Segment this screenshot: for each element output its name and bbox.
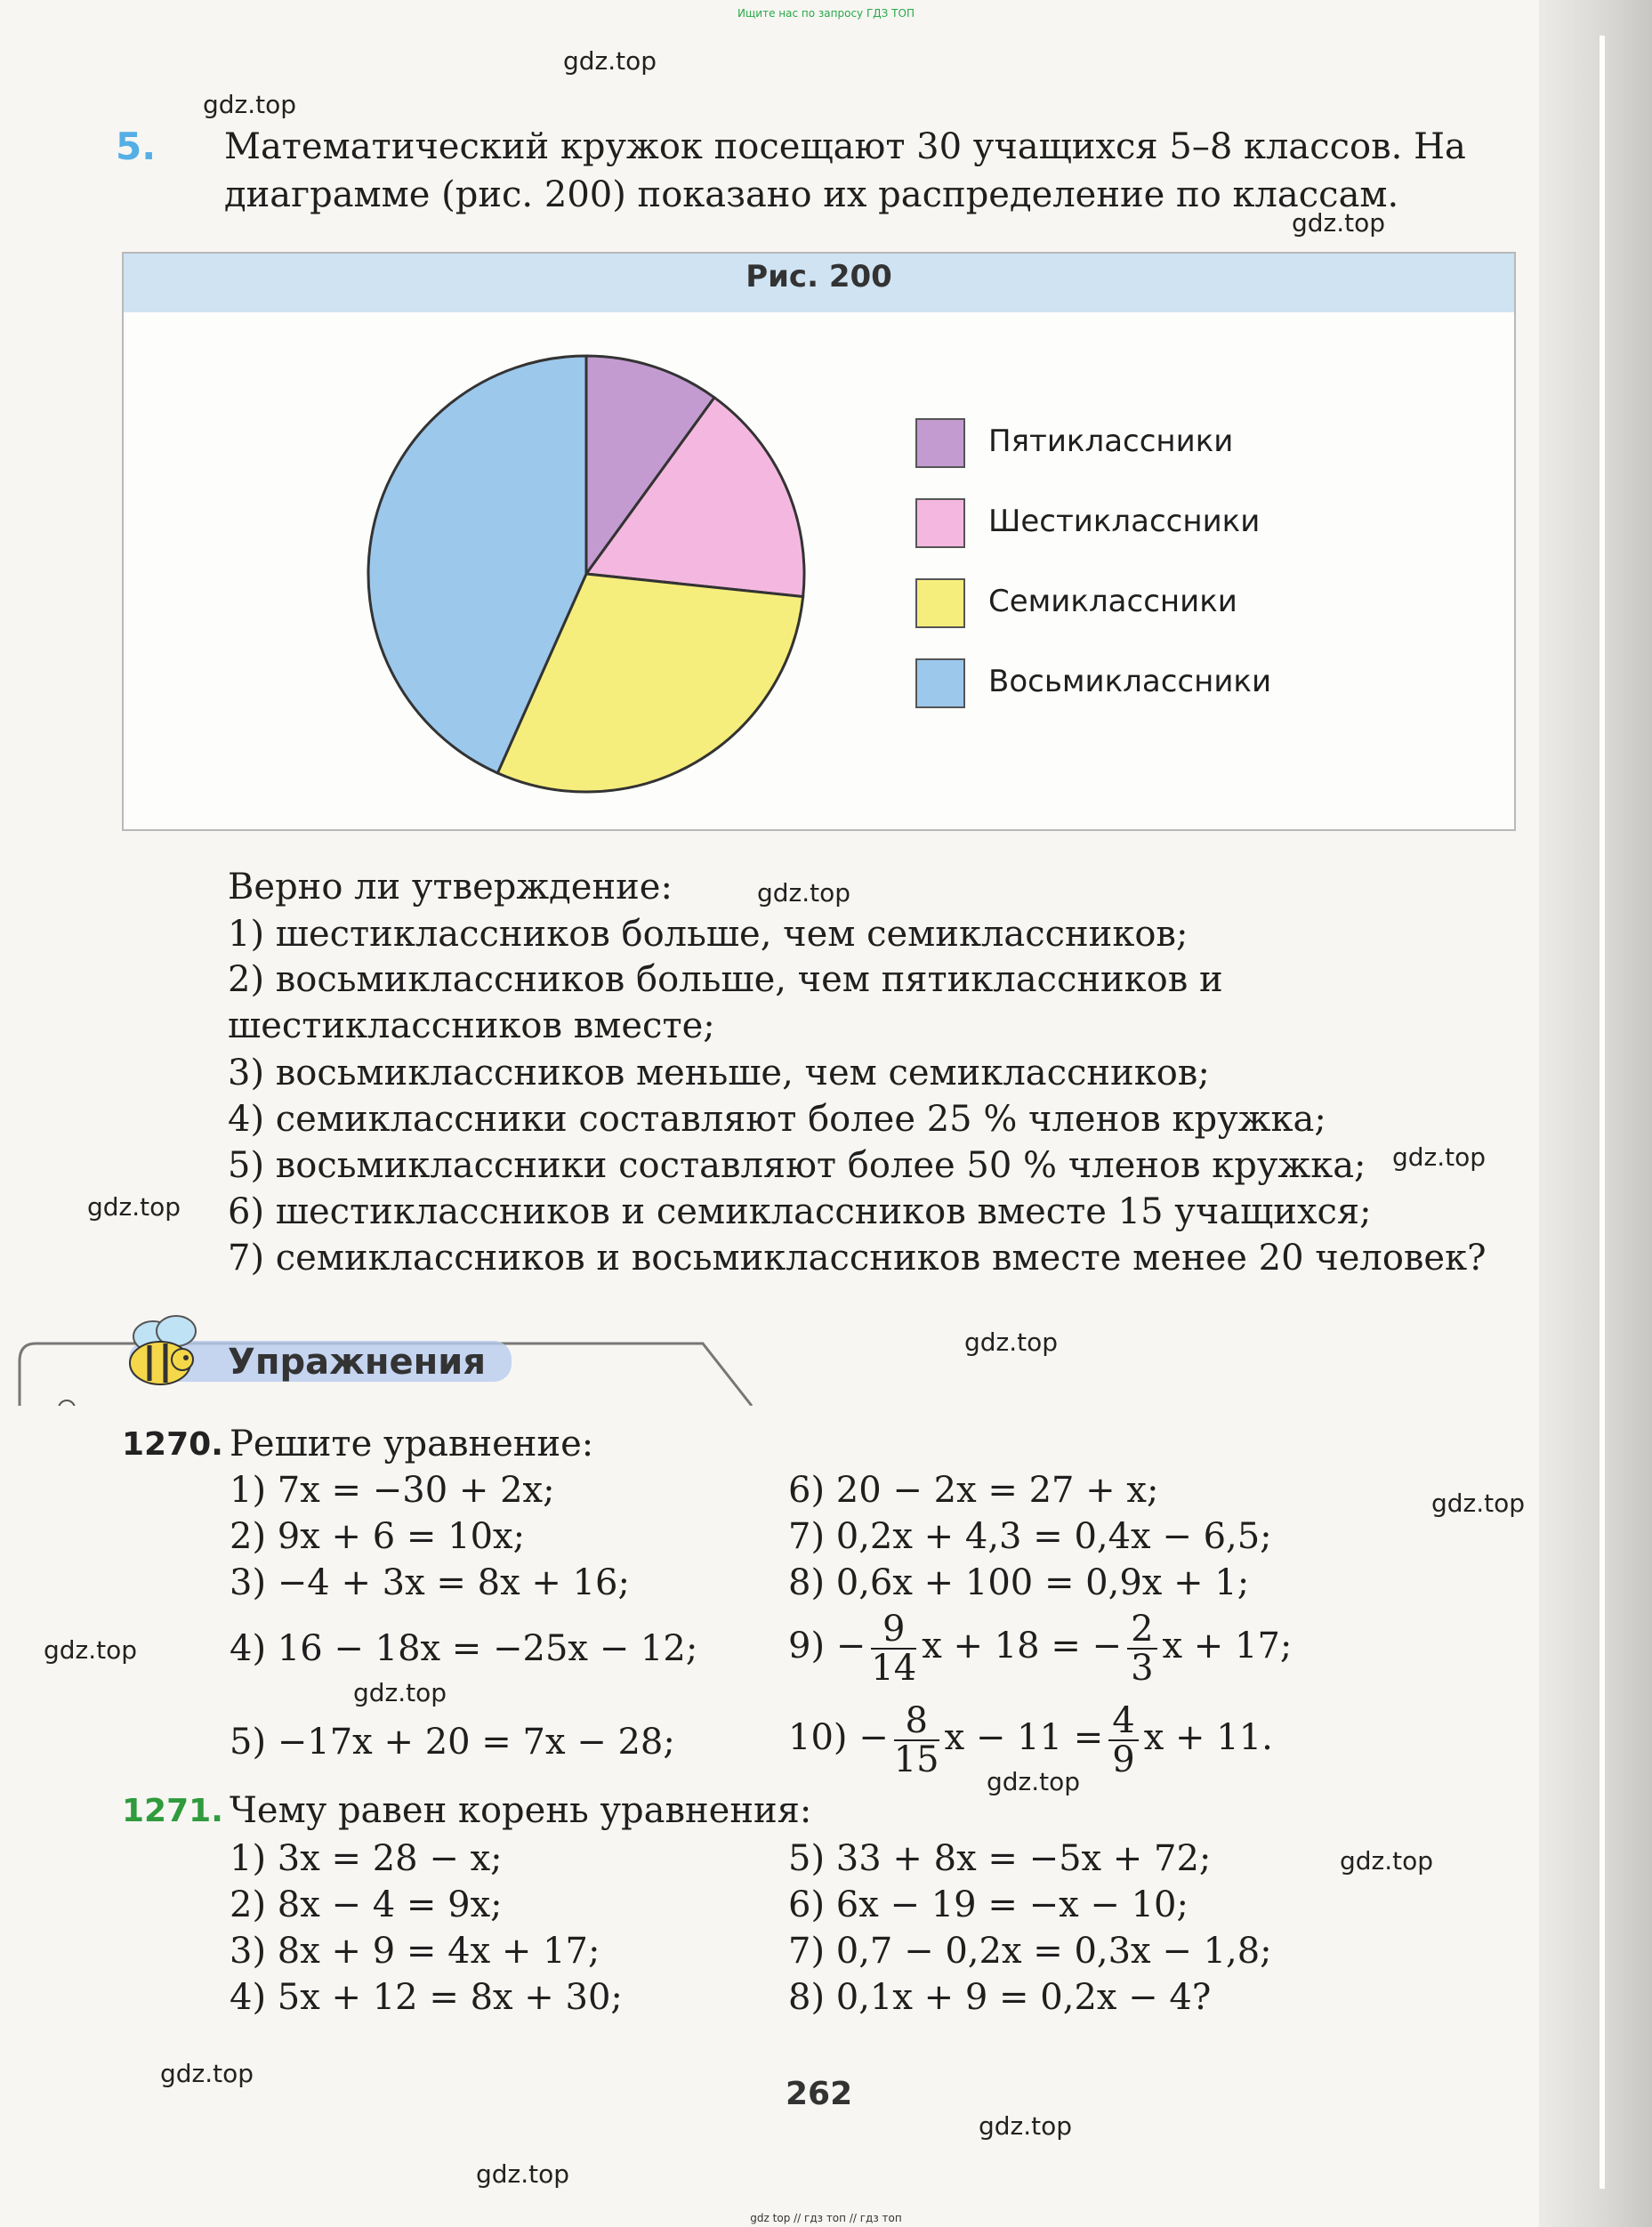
exercises-title: Упражнения — [228, 1342, 487, 1383]
eq9-mid: x + 18 = − — [922, 1626, 1123, 1666]
watermark: gdz.top — [757, 878, 851, 908]
legend-label: Шестиклассники — [988, 504, 1261, 539]
question-number: 5. — [116, 125, 157, 168]
equation-1270-7: 7) 0,2x + 4,3 = 0,4x − 6,5; — [788, 1516, 1272, 1557]
watermark: gdz.top — [160, 2059, 254, 2088]
equation-1271-1: 1) 3x = 28 − x; — [230, 1838, 503, 1879]
watermark: gdz.top — [203, 90, 297, 119]
watermark: gdz.top — [979, 2111, 1073, 2141]
problem-1270-number: 1270. — [122, 1426, 223, 1463]
watermark: gdz.top — [1292, 208, 1386, 238]
legend-swatch — [915, 418, 965, 468]
page-edge-line — [1600, 36, 1605, 2189]
statement-6: 6) шестиклассников и семиклассников вместе 15 учащихся; — [228, 1191, 1372, 1232]
legend-swatch — [915, 578, 965, 628]
watermark: gdz.top — [1340, 1846, 1434, 1876]
watermark: gdz.top — [563, 46, 657, 76]
denominator: 3 — [1131, 1648, 1154, 1689]
statement-4: 4) семиклассники составляют более 25 % членов кружка; — [228, 1099, 1326, 1140]
figure-200 — [122, 252, 1516, 831]
numerator: 8 — [894, 1702, 939, 1741]
equation-1270-4: 4) 16 − 18x = −25x − 12; — [230, 1628, 698, 1669]
page-edge — [1539, 0, 1652, 2227]
denominator: 15 — [893, 1739, 939, 1780]
watermark: gdz.top — [44, 1635, 138, 1665]
pie-chart — [124, 254, 1514, 829]
equation-1270-1: 1) 7x = −30 + 2x; — [230, 1470, 555, 1511]
page-number: 262 — [786, 2076, 853, 2112]
statement-3: 3) восьмиклассников меньше, чем семиклассников; — [228, 1053, 1210, 1093]
denominator: 14 — [871, 1648, 917, 1689]
numerator: 4 — [1108, 1702, 1138, 1741]
statement-7: 7) семиклассников и восьмиклассников вместе менее 20 человек? — [228, 1238, 1487, 1279]
equation-1271-8: 8) 0,1x + 9 = 0,2x − 4? — [788, 1977, 1212, 2018]
top-note: Ищите нас по запросу ГДЗ ТОП — [737, 7, 915, 20]
equation-1271-4: 4) 5x + 12 = 8x + 30; — [230, 1977, 623, 2018]
statements-intro: Верно ли утверждение: — [228, 867, 673, 908]
legend-swatch — [915, 498, 965, 548]
eq10-mid: x − 11 = — [944, 1717, 1104, 1758]
equation-1270-3: 3) −4 + 3x = 8x + 16; — [230, 1562, 630, 1603]
figure-title: Рис. 200 — [745, 259, 892, 295]
equation-1271-6: 6) 6x − 19 = −x − 10; — [788, 1884, 1189, 1925]
legend-swatch — [915, 658, 965, 708]
equation-1271-3: 3) 8x + 9 = 4x + 17; — [230, 1931, 600, 1972]
watermark: gdz.top — [476, 2159, 570, 2189]
problem-1271-number: 1271. — [122, 1793, 223, 1829]
equation-1270-9 — [788, 1610, 1292, 1687]
fraction — [1108, 1702, 1138, 1779]
problem-1270-text: Решите уравнение: — [230, 1424, 594, 1464]
problem-1271-text: Чему равен корень уравнения: — [230, 1790, 812, 1831]
equation-1270-10 — [788, 1702, 1273, 1779]
bee-icon — [130, 1316, 196, 1384]
statement-2: 2) восьмиклассников больше, чем пятиклассников и шестиклассников вместе; — [228, 959, 1223, 1046]
numerator: 9 — [871, 1610, 916, 1650]
fraction — [1127, 1610, 1156, 1687]
eq10-pre: 10) − — [788, 1717, 889, 1758]
statement-5: 5) восьмиклассники составляют более 50 % членов кружка; — [228, 1145, 1366, 1186]
legend-label: Семиклассники — [988, 584, 1237, 619]
watermark: gdz.top — [1392, 1142, 1487, 1172]
statement-1: 1) шестиклассников больше, чем семиклассников; — [228, 914, 1189, 955]
equation-1270-5: 5) −17x + 20 = 7x − 28; — [230, 1722, 675, 1763]
watermark: gdz.top — [1431, 1489, 1526, 1518]
equation-1270-6: 6) 20 − 2x = 27 + x; — [788, 1470, 1159, 1511]
watermark: gdz.top — [353, 1678, 447, 1707]
watermark: gdz.top — [87, 1192, 181, 1222]
equation-1270-2: 2) 9x + 6 = 10x; — [230, 1516, 526, 1557]
numerator: 2 — [1127, 1610, 1156, 1650]
equation-1271-7: 7) 0,7 − 0,2x = 0,3x − 1,8; — [788, 1931, 1272, 1972]
legend-label: Восьмиклассники — [988, 664, 1272, 699]
eq10-post: x + 11. — [1143, 1717, 1273, 1758]
fraction — [894, 1702, 939, 1779]
eq9-pre: 9) − — [788, 1626, 866, 1666]
bottom-note: gdz top // гдз топ // гдз топ — [750, 2212, 902, 2224]
equation-1270-8: 8) 0,6x + 100 = 0,9x + 1; — [788, 1562, 1250, 1603]
denominator: 9 — [1112, 1739, 1135, 1780]
fraction — [871, 1610, 916, 1687]
eq9-post: x + 17; — [1162, 1626, 1293, 1666]
question-text: Математический кружок посещают 30 учащихся 5–8 классов. На диаграмме (рис. 200) показано их распределение по классам. — [224, 126, 1466, 215]
watermark: gdz.top — [987, 1767, 1081, 1796]
equation-1271-2: 2) 8x − 4 = 9x; — [230, 1884, 503, 1925]
legend-label: Пятиклассники — [988, 424, 1234, 459]
equation-1271-5: 5) 33 + 8x = −5x + 72; — [788, 1838, 1212, 1879]
watermark: gdz.top — [964, 1327, 1059, 1357]
